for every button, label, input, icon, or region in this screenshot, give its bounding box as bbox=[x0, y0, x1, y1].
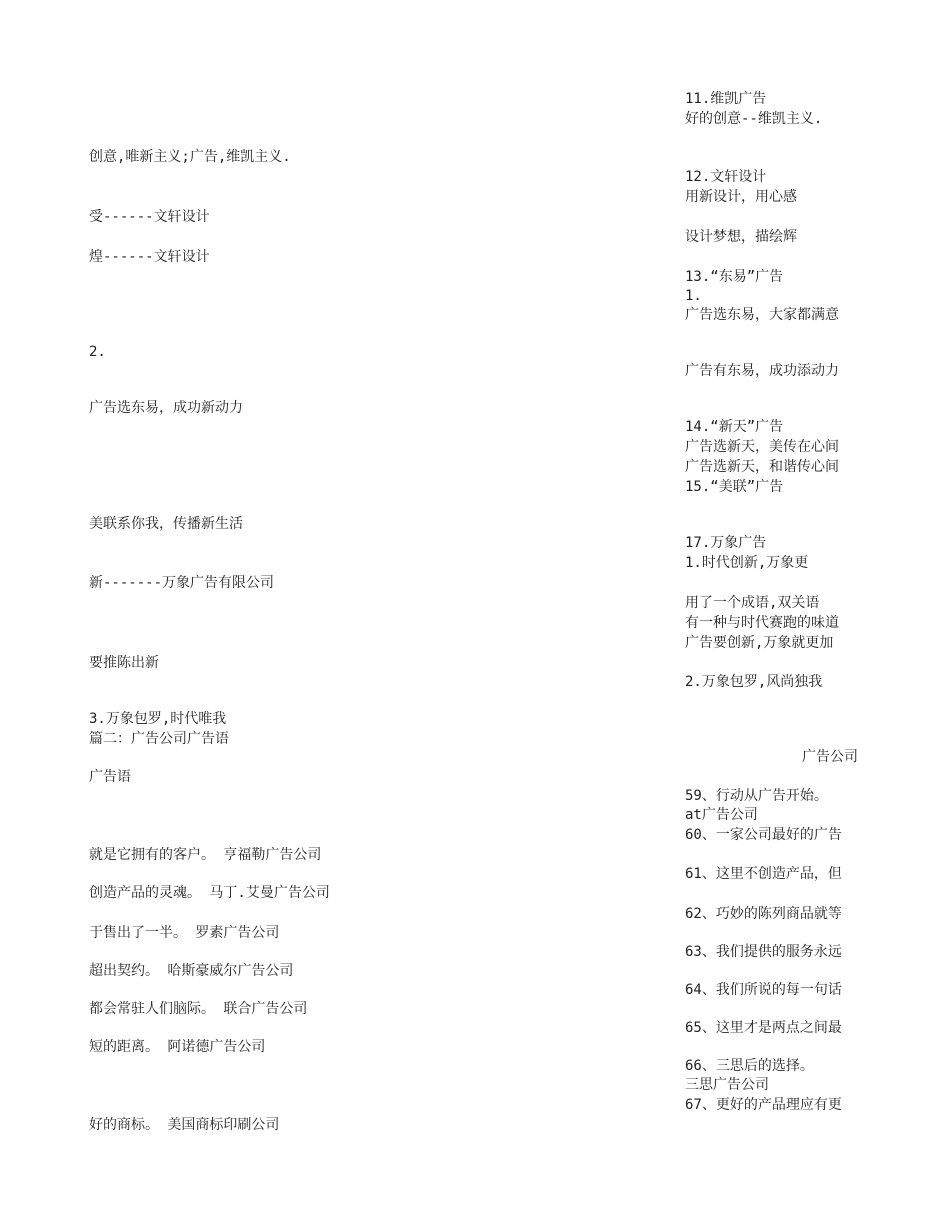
left-line-1: 创意,唯新主义;广告,维凯主义. bbox=[89, 149, 291, 165]
left-line-16: 都会常驻人们脑际。 联合广告公司 bbox=[89, 1001, 308, 1017]
left-line-12: 就是它拥有的客户。 亨福勒广告公司 bbox=[89, 847, 322, 863]
right-line-2: 好的创意--维凯主义. bbox=[685, 111, 823, 127]
left-line-10: 篇二：广告公司广告语 bbox=[89, 731, 229, 747]
right-line-8: 广告选东易，大家都满意 bbox=[685, 307, 839, 323]
right-line-14: 17.万象广告 bbox=[685, 535, 767, 551]
left-line-4: 2. bbox=[89, 344, 106, 360]
right-line-21: 59、行动从广告开始。 bbox=[685, 788, 828, 804]
right-line-10: 14.“新天”广告 bbox=[685, 419, 784, 435]
right-line-30: 三思广告公司 bbox=[685, 1077, 769, 1093]
left-line-17: 短的距离。 阿诺德广告公司 bbox=[89, 1039, 266, 1055]
left-line-9: 3.万象包罗,时代唯我 bbox=[89, 711, 227, 727]
right-line-16: 用了一个成语,双关语 bbox=[685, 595, 820, 611]
left-line-8: 要推陈出新 bbox=[89, 655, 159, 671]
right-line-15: 1.时代创新,万象更 bbox=[685, 555, 809, 571]
right-line-25: 62、巧妙的陈列商品就等 bbox=[685, 906, 842, 922]
right-line-27: 64、我们所说的每一句话 bbox=[685, 982, 842, 998]
right-line-12: 广告选新天，和谐传心间 bbox=[685, 459, 839, 475]
left-line-5: 广告选东易，成功新动力 bbox=[89, 400, 243, 416]
right-line-29: 66、三思后的选择。 bbox=[685, 1058, 814, 1074]
right-line-9: 广告有东易，成功添动力 bbox=[685, 363, 839, 379]
right-line-19: 2.万象包罗,风尚独我 bbox=[685, 674, 823, 690]
left-line-2: 受------文轩设计 bbox=[89, 209, 210, 225]
right-line-7: 1. bbox=[685, 288, 702, 304]
right-line-18: 广告要创新,万象就更加 bbox=[685, 635, 834, 651]
left-line-7: 新-------万象广告有限公司 bbox=[89, 575, 275, 591]
left-line-15: 超出契约。 哈斯豪威尔广告公司 bbox=[89, 963, 294, 979]
right-line-23: 60、一家公司最好的广告 bbox=[685, 827, 842, 843]
right-line-22: at广告公司 bbox=[685, 807, 758, 823]
right-line-4: 用新设计，用心感 bbox=[685, 189, 797, 205]
left-line-18: 好的商标。 美国商标印刷公司 bbox=[89, 1117, 280, 1133]
left-line-3: 煌------文轩设计 bbox=[89, 249, 210, 265]
right-line-5: 设计梦想，描绘辉 bbox=[685, 229, 797, 245]
right-line-6: 13.“东易”广告 bbox=[685, 269, 784, 285]
right-line-31: 67、更好的产品理应有更 bbox=[685, 1097, 842, 1113]
right-line-17: 有一种与时代赛跑的味道 bbox=[685, 615, 839, 631]
left-line-13: 创造产品的灵魂。 马丁.艾曼广告公司 bbox=[89, 885, 330, 901]
right-line-24: 61、这里不创造产品，但 bbox=[685, 866, 842, 882]
right-line-3: 12.文轩设计 bbox=[685, 169, 767, 185]
right-line-13: 15.“美联”广告 bbox=[685, 479, 784, 495]
left-line-11: 广告语 bbox=[89, 769, 131, 785]
right-line-28: 65、这里才是两点之间最 bbox=[685, 1020, 842, 1036]
left-line-14: 于售出了一半。 罗素广告公司 bbox=[89, 925, 280, 941]
right-line-26: 63、我们提供的服务永远 bbox=[685, 944, 842, 960]
left-line-6: 美联系你我，传播新生活 bbox=[89, 516, 243, 532]
right-line-11: 广告选新天，美传在心间 bbox=[685, 439, 839, 455]
right-line-20: 广告公司 bbox=[802, 749, 858, 765]
right-line-1: 11.维凯广告 bbox=[685, 91, 767, 107]
